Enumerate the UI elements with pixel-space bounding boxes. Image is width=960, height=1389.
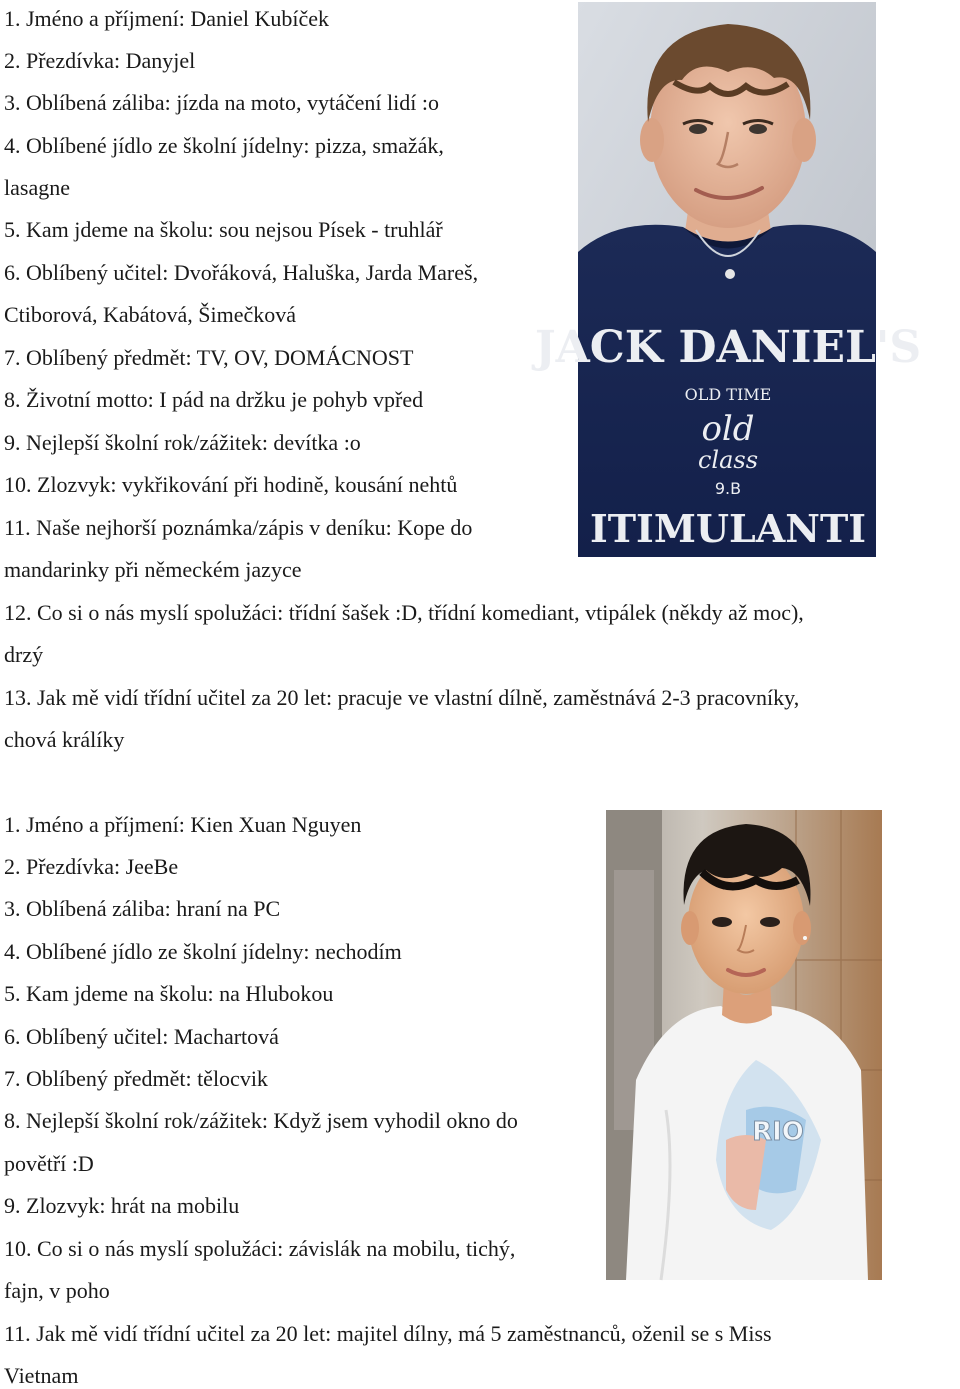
p2-hobby: 3. Oblíbená záliba: hraní na PC <box>4 896 281 921</box>
p2-best-year: 8. Nejlepší školní rok/zážitek: Když jsem vyhodil okno do <box>4 1108 518 1133</box>
p2-subject: 7. Oblíbený předmět: tělocvik <box>4 1066 268 1091</box>
p2-best-year-cont: povětří :D <box>4 1151 94 1176</box>
p1-food-cont: lasagne <box>4 175 70 200</box>
p2-school: 5. Kam jdeme na školu: na Hlubokou <box>4 981 334 1006</box>
profile-1-photo <box>534 2 922 557</box>
p1-school: 5. Kam jdeme na školu: sou nejsou Písek - truhlář <box>4 217 443 242</box>
p1-shirt-bottom: ITIMULANTI <box>589 506 867 551</box>
p2-nickname: 2. Přezdívka: JeeBe <box>4 854 179 879</box>
p1-best-year: 9. Nejlepší školní rok/zážitek: devítka :o <box>4 430 361 455</box>
p1-note: 11. Naše nejhorší poznámka/zápis v deníku: Kope do <box>4 515 473 540</box>
p1-shirt-line2: old <box>701 409 755 449</box>
p1-future: 13. Jak mě vidí třídní učitel za 20 let: pracuje ve vlastní dílně, zaměstnává 2-3 pracovníky, <box>4 685 800 710</box>
p1-nickname: 2. Přezdívka: Danyjel <box>4 48 196 73</box>
p1-subject: 7. Oblíbený předmět: TV, OV, DOMÁCNOST <box>4 345 414 370</box>
p1-motto: 8. Životní motto: I pád na držku je pohyb vpřed <box>4 387 424 412</box>
p1-classmates-cont: drzý <box>4 642 44 667</box>
p2-classmates: 10. Co si o nás myslí spolužáci: závislák na mobilu, tichý, <box>4 1236 516 1261</box>
p1-shirt-line1: OLD TIME <box>684 385 772 404</box>
p2-future: 11. Jak mě vidí třídní učitel za 20 let: majitel dílny, má 5 zaměstnanců, oženil se s Miss <box>4 1321 772 1346</box>
p1-classmates: 12. Co si o nás myslí spolužáci: třídní šašek :D, třídní komediant, vtipálek (někdy až moc), <box>4 600 804 625</box>
p1-shirt-arc: JACK DANIEL'S <box>534 322 922 373</box>
p1-habit: 10. Zlozvyk: vykřikování při hodině, kousání nehtů <box>4 472 458 497</box>
p2-classmates-cont: fajn, v poho <box>4 1278 110 1303</box>
p1-shirt-line3: class <box>697 446 759 474</box>
p2-habit: 9. Zlozvyk: hrát na mobilu <box>4 1193 240 1218</box>
p1-shirt-line4: 9.B <box>714 479 742 498</box>
p2-future-cont: Vietnam <box>4 1363 79 1388</box>
p2-name: 1. Jméno a příjmení: Kien Xuan Nguyen <box>4 812 362 837</box>
p1-teacher-cont: Ctiborová, Kabátová, Šimečková <box>4 302 297 327</box>
p1-hobby: 3. Oblíbená záliba: jízda na moto, vytáčení lidí :o <box>4 90 439 115</box>
p2-shirt-text: RIO <box>752 1117 804 1147</box>
p2-food: 4. Oblíbené jídlo ze školní jídelny: nechodím <box>4 939 402 964</box>
p1-food: 4. Oblíbené jídlo ze školní jídelny: pizza, smažák, <box>4 133 444 158</box>
p1-name: 1. Jméno a příjmení: Daniel Kubíček <box>4 6 330 31</box>
p1-note-cont: mandarinky při německém jazyce <box>4 557 302 582</box>
p1-teacher: 6. Oblíbený učitel: Dvořáková, Haluška, Jarda Mareš, <box>4 260 479 285</box>
p1-future-cont: chová králíky <box>4 727 125 752</box>
p2-teacher: 6. Oblíbený učitel: Machartová <box>4 1024 279 1049</box>
profile-2-photo <box>606 810 882 1280</box>
